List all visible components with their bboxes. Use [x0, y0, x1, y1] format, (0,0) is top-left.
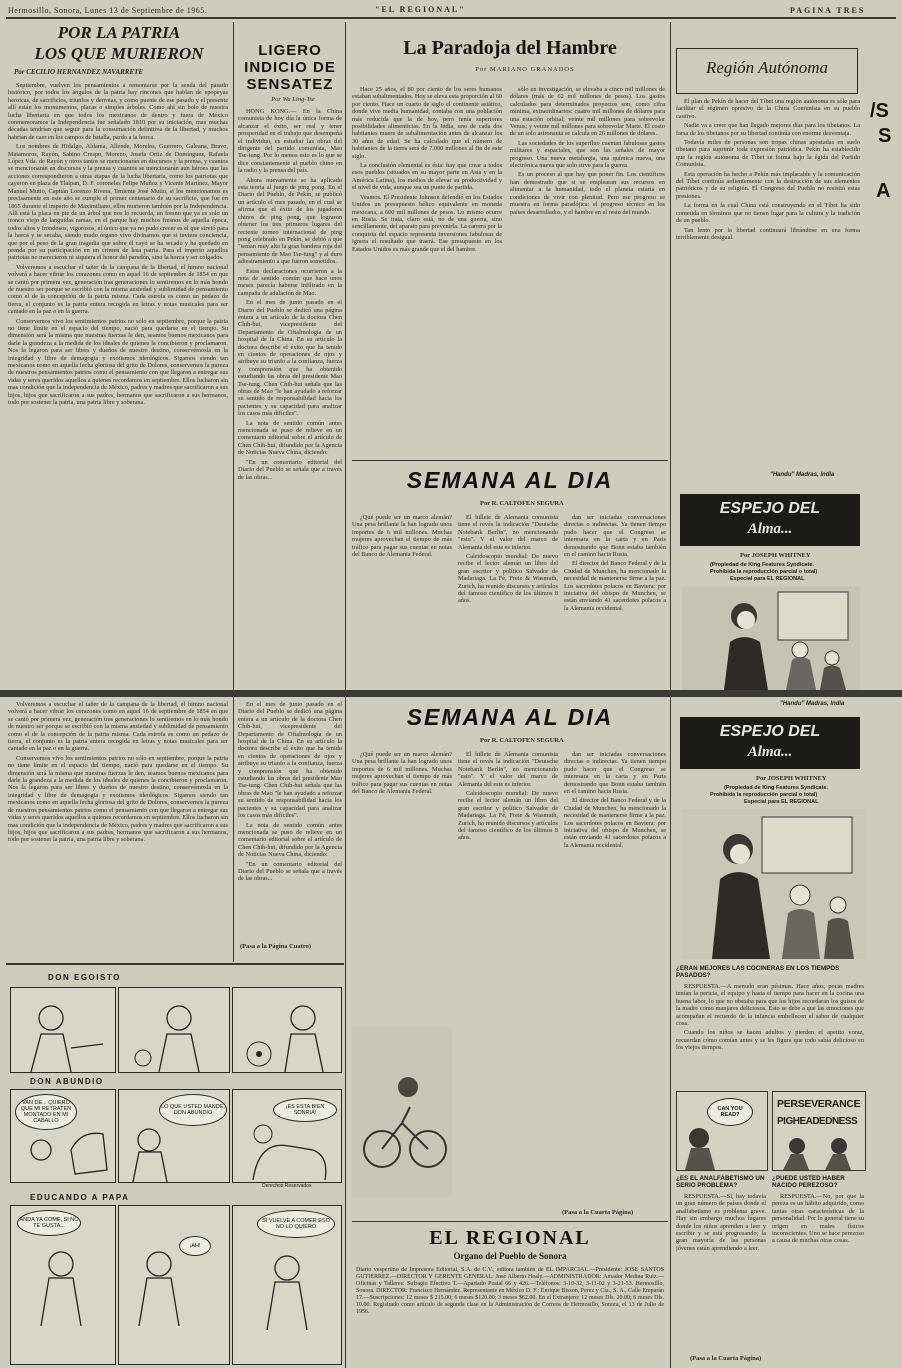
- paragraph: Esta operación ha hecho a Pekín más implacable y la comunicación del Tíbet continúa ardientemente con la destrucción de sus elementos patrióticos y de su religión. El Congreso del Pueblo no resistió estas presiones.: [676, 170, 860, 200]
- speech-bubble: LO QUE USTED MANDE, DON ABUNDIO: [159, 1094, 227, 1126]
- paragraph: ¿Qué puede ser un marco alemán? Una pesa brillante la han logrado unos importes de 6 mil millones. Muchas mujeres aprovechan el tiempo de más tráfico para pagar sus cuentas en notas del Banco de Alemania Federal.: [352, 751, 452, 796]
- paragraph: HONG KONG.— En la China comunista de hoy día la única forma de alcanzar el éxito, ser real y tener prosperidad en el trabajo que desempeña el individuo, es estudiar las obras del dirigente del partido comunista, Mao Tse-tung. Por lo menos esto es lo que se dice constantemente al pueblo chino en la radio y la prensa del país.: [238, 108, 342, 175]
- paragraph: Volveremos a escuchar el tañer de la campana de la libertad, el himno nacional volverá a hacer vibrar los corazones como en aquel 16 de septiembre de 1854 en que se cantó por primera vez, generación tras generaciones lo sentiremos en lo más hondo de nuestro ser porque se escribió con la misma ansiedad y sublimidad de pensamiento como el de la concepción de la patria misma. Cada estrofa es como un pedazo de tierra, el conjunto es la patria entera recogida en letras y notas musicales para ser cantado en la paz o en la guerra.: [8, 263, 228, 316]
- column-rule: [670, 697, 671, 1368]
- paragraph: En el mes de junio pasado en el Diario del Pueblo se dedicó una página entera a un artículo de la doctora Chen Chih-hui, vicepresidente del Departamento de Oftalmología de un hospital de la China. En su artículo la doctora describe el éxito que ha tenido en cientos de operaciones de ojos y atribuye su triunfo a la confianza, fuerza y comprensión que ha obtenido estudiando las obras del presidente Mao Tse-tung. Chen Chih-hui señala que las obras de Mao "le han ayudado a reforzar su sentido de responsabilidad hacia los pacientes y su capacidad para analizar los casos más difíciles".: [238, 299, 342, 418]
- comic-drawing: [119, 988, 229, 1072]
- continue-note: (Pasa a la Cuarta Página): [690, 1355, 762, 1362]
- section-body: [352, 751, 452, 1021]
- comic-panel: [232, 1089, 342, 1183]
- section-body: [458, 751, 558, 1201]
- espejo-byline: Por JOSEPH WHITNEY: [756, 775, 827, 782]
- image-can-you-read: [676, 1091, 768, 1171]
- paragraph: RESPUESTA.—No, por que la pereza es un hábito adquirido, como tantas otras características de la personalidad. Por lo general tiene su origen en males físicos inconscientes. Uno se hace perezoso a causa de muchas otras cosas.: [772, 1193, 864, 1245]
- comic-panel: [232, 1205, 342, 1365]
- continue-note: (Pasa a la Página Cuatro): [240, 943, 312, 950]
- paragraph: En el mes de junio pasado en el Diario del Pueblo se dedicó una página entera a un artículo de la doctora Chen Chih-hui, vicepresidente del Departamento de Oftalmología de un hospital de la China. En su artículo la doctora describe el éxito que ha tenido en cientos de operaciones de ojos y atribuye su triunfo a la confianza, fuerza y comprensión que ha obtenido estudiando las obras del presidente Mao Tse-tung. Chen Chih-hui señala que las obras de Mao "le han ayudado a reforzar su sentido de responsabilidad hacia los pacientes y su capacidad para analizar los casos más difíciles".: [238, 701, 342, 820]
- espejo-note: Prohibida la reproducción parcial o total): [710, 792, 818, 798]
- comic-drawing: [233, 1090, 341, 1182]
- paragraph: La nota de sentido común antes mencionada se puso de relieve en un comentario editorial sobre el artículo de Chen Chih-hui, difundido por la Agencia de Noticias Nueva China, diciendo:: [238, 821, 342, 859]
- paragraph: RESPUESTA.—Si, hay todavía un gran número de países donde el analfabetismo es problema grave. Hay sin embargo muchos lugares donde los niños aprenden a leer y escribir y se está progresando; la gran mayoría de las personas jóvenes están aprendiendo a leer.: [676, 1193, 766, 1252]
- comic-drawing: [233, 988, 341, 1072]
- article-byline: Por MARIANO GRANADOS: [475, 66, 575, 73]
- region-body: [676, 98, 860, 470]
- espejo-note: Especial para EL REGIONAL: [730, 576, 805, 582]
- paragraph: La nota de sentido común antes mencionada se puso de relieve en un comentario editorial sobre el artículo de Chen Chih-hui, difundido por la Agencia de Noticias Nueva China, diciendo:: [238, 419, 342, 457]
- header-paper: "EL REGIONAL": [375, 5, 466, 14]
- section-rule: [352, 460, 668, 461]
- paragraph: Volveremos a escuchar el tañer de la campana de la libertad, el himno nacional volverá a hacer vibrar los corazones como en aquel 16 de septiembre de 1854 en que se cantó por primera vez, generación tras generaciones lo sentiremos en lo más hondo de nuestro ser porque se escribió con la misma ansiedad y sublimidad de pensamiento como el de la concepción de la patria misma. Cada estrofa es como un pedazo de tierra, el conjunto es la patria entera recogida en letras y notas musicales para ser cantado en la paz o en la guerra.: [8, 701, 228, 753]
- section-body: [564, 751, 666, 1201]
- masthead-subtitle: Organo del Pueblo de Sonora: [453, 1251, 567, 1261]
- section-body: [564, 514, 666, 689]
- comic-title: DON EGOISTO: [48, 973, 121, 982]
- comic-panel: [232, 987, 342, 1073]
- image-drawing: [773, 1132, 865, 1170]
- cropped-fragment: /S: [870, 100, 889, 122]
- paragraph: Nadie va a creer que han llegado mejores días para los tibetanos. La farsa de los tibetanos por su libertad continúa con enorme desventaja.: [676, 122, 860, 137]
- title-line: INDICIO DE: [244, 59, 336, 76]
- section-byline: Por R. CALTOFEN SEGURA: [480, 500, 564, 507]
- comic-title: EDUCANDO A PAPA: [30, 1193, 130, 1202]
- image-caption: PERSEVERANCE: [777, 1098, 861, 1110]
- paragraph: El director del Banco Federal y de la Ciudad de Munchen, ha mencionado la necesidad de mantenerse firme a la paz. Los sacerdotes polacos en Baviera: por iniciativa del obispo de Munchen, se están enviando 41 sacerdotes polacos a la Alemania occidental.: [564, 797, 666, 849]
- article-body: [238, 701, 342, 941]
- paragraph: ¿Qué puede ser un marco alemán? Una pesa brillante la han logrado unos importes de 6 mil millones. Muchas mujeres aprovechan el tiempo de más tráfico para pagar sus cuentas en notas del Banco de Alemania Federal.: [352, 514, 452, 559]
- article-body: [8, 82, 228, 687]
- espejo-subtitle: Alma...: [747, 744, 793, 760]
- column-rule: [233, 22, 234, 690]
- header-rule: [6, 17, 896, 19]
- espejo-subtitle: Alma...: [747, 521, 793, 537]
- article-byline: Por Wa Ling-Tse: [271, 96, 315, 103]
- image-perseverance: [772, 1091, 866, 1171]
- answer-body: [676, 1193, 766, 1351]
- paragraph: La conclusión elemental es ésta: hay que crear a todos esos pueblos (situados en su mayor parte en Asia y en la América Latina), los medios de elevar su productividad y el nivel de vida, aunque sea un punto de partida.: [352, 162, 502, 192]
- paragraph: Conservemos vivo los sentimientos patrios no sólo en septiembre, porque la patria no tiene límite en el espacio del tiempo, nació para quedarse en el tiempo. Su dimensión será la misma que nuestras fuerzas le den, seamos buenos mexicanos para darle la grandeza a la medida de los ideales de quienes la concibieron y proclamaron. Nos la legaron para ser libres y dueños de nuestro destino, conservémosla en la integridad y libre de demagogia y exotismos ideológicos. Sigamos siendo tan mexicanos como en aquella fecha gloriosa del grito de Dolores, conservemos la pureza de nuestros pensamientos patrios como el pensamiento con que llegaron a entregar sus vidas y seres queridos aquellos a quienes recordamos en septiembre. Ellos lucharon sin mas condición que la independencia de México, padres y madres que sacrificaron a sus hijos, hijos que sacrificaron a sus padres, hermanos que sacrificaron a sus hermanos, todo por sostener la patria, una patria libre y soberana.: [8, 754, 228, 844]
- section-rule: [6, 963, 344, 965]
- comic-rights: Derechos Reservados: [262, 1183, 312, 1189]
- paragraph: dan ser iniciadas conversaciones directas o indirectas. Ya tienen tiempo pudo hacer que el Congreso se interesara en la carta y en Paris demostrando que Bonn estaba también en el camino hacia Rusia.: [564, 751, 666, 796]
- espejo-illustration: [682, 809, 866, 959]
- paragraph: Caleidoscopio mundial: De nuevo recibe el lector alemán un libro del gran escritor y político Salvador de Madariaga. La Fé, Freie & Wasmuth, Zurich, ha reunido discursos y artículos del famoso científico de los últimos 8 años.: [458, 790, 558, 842]
- espejo-title: ESPEJO DEL: [719, 500, 821, 517]
- masthead-rule: [352, 1221, 668, 1222]
- question-heading: ¿ERAN MEJORES LAS COCINERAS EN LOS TIEMPOS PASADOS?: [676, 965, 840, 980]
- article-byline: Por CECILIO HERNANDEZ NAVARRETE: [14, 68, 144, 76]
- speech-bubble: ANDA YA COME, SI NO TE GUSTA...: [17, 1210, 81, 1236]
- question-heading: ¿ES EL ANALFABETISMO UN SERIO PROBLEMA?: [676, 1175, 765, 1190]
- comic-drawing: [11, 1090, 115, 1182]
- image-drawing: [677, 1092, 767, 1170]
- espejo-note: Prohibida la reproducción parcial o total): [710, 569, 818, 575]
- paragraph: Conservemos vivo los sentimientos patrios no sólo en septiembre, porque la patria no tiene límite en el espacio del tiempo, nació para quedarse en el tiempo. Su dimensión será la misma que nuestras fuerzas le den, seamos buenos mexicanos para darle la grandeza a la medida de los ideales de quienes la concibieron y proclamaron. Nos la legaron para ser libres y dueños de nuestro destino, conservémosla en la integridad y libre de demagogia y exotismos ideológicos. Sigamos siendo tan mexicanos como en aquella fecha gloriosa del grito de Dolores, conservemos la pureza de nuestros pensamientos patrios como el pensamiento con que llegaron a entregar sus vidas y seres queridos aquellos a quienes recordamos en septiembre. Ellos lucharon sin mas condición que la independencia de México, padres y madres que sacrificaron a sus hijos, hijos que sacrificaron a sus padres, hermanos que sacrificaron a sus hermanos, todo por sostener la patria, una patria libre y soberana.: [8, 317, 228, 407]
- espejo-banner: [680, 494, 860, 546]
- section-title: SEMANA AL DIA: [406, 704, 614, 730]
- paragraph: Las sociedades de los superfluo cuentan fabulosas gastos militares y espaciales, que son las señales de mayor progreso. Una nueva metalurgia, una química nueva, una electrónica nueva que solo sirve para la guerra.: [510, 139, 665, 170]
- article-title-line2: LOS QUE MURIERON: [34, 44, 204, 63]
- cropped-fragment: S: [878, 125, 892, 147]
- cropped-fragment: A: [876, 180, 891, 202]
- espejo-title: ESPEJO DEL: [719, 723, 821, 740]
- paragraph: Cuando los niños se hacen adultos y pierden el apetito voraz, recuerdan cómo comían antes y se les figura que todo sabía delicioso en los viejos tiempos.: [676, 1029, 864, 1052]
- article-title: La Paradoja del Hambre: [403, 37, 617, 59]
- region-title: Región Autónoma: [706, 58, 828, 77]
- speech-bubble: VAN DE... QUIERO QUE MI RETRATEN MONTADO EN MI CABALLO: [15, 1094, 77, 1130]
- column-rule: [345, 22, 346, 690]
- answer-body: [676, 983, 864, 1087]
- comic-panel: [118, 1205, 230, 1365]
- comic-drawing: [119, 1206, 229, 1364]
- section-illustration: [352, 1027, 452, 1197]
- newspaper-page-bottom: [0, 697, 902, 1368]
- paragraph: Tan lento por la libertad continuará librándose en una forma terriblemente desigual.: [676, 226, 860, 241]
- comic-panel: [10, 987, 116, 1073]
- masthead-title: EL REGIONAL: [429, 1227, 591, 1249]
- section-byline: Por R. CALTOFEN SEGURA: [480, 737, 564, 744]
- paragraph: El plan de Pekín de hacer del Tíbet una región autónoma es sólo para facilitar el régimen opresivo de la China Comunista en su pueblo cautivo.: [676, 98, 860, 120]
- masthead-text: Diario vespertino de Impresora Editorial, S.A. de C.V., editora también de EL IMPARCIAL.—Presidente: JOSE SANTOS GUTIERREZ.—DIRECTOR Y GERENTE GENERAL: José Alberto Healy.—ADMINISTRADOR: Amador Medina Ruiz.—Oficinas y Talleres: Sufragio Efectivo T.—Apartado Postal 66 y 426.—Teléfonos: 3-10-32, 3-11-02 y 3-21-53. Hermosillo, Sonora. DIRECTOR: Francisco Hernández. Representante en México D. F.: Enrique Bisson, Perez y Cía., S. A., Calle Emparán 17.—Suscripciones: 12 meses $ 215.00; 6 meses $120.00; 3 meses $62.00. En el Extranjero: 12 meses Dls. 20.00; 6 meses Dls. 10.00. Registrado como artículo de segunda clase en la Administración de Correos de Hermosillo, Sonora, el 13 de Julio de 1956.: [356, 1267, 664, 1315]
- region-credit: "Handu" Madras, India: [770, 472, 835, 478]
- column-rule: [233, 697, 234, 962]
- column-rule: [345, 697, 346, 1368]
- paragraph: RESPUESTA.—A menudo eran pésimas. Hace años, pocas madres tenían la pericia, el equipo y hasta el tiempo para hacer en la cocina una buena labor, lo que no obstaba para que los hijos recordaran los guisos de la madre como manjares deliciosos. Esto se debe a que las emociones que acompañan el recuerdo de la infancia embellecen el sabor de cualquier cosa.: [676, 983, 864, 1028]
- question-heading: ¿PUEDE USTED HABER NACIDO PEREZOSO?: [772, 1175, 845, 1190]
- speech-bubble: SI VUELVE A COMER ESO NO LO QUIERO: [257, 1210, 335, 1238]
- article-body: [352, 86, 502, 456]
- section-body: [458, 514, 558, 689]
- comic-title: DON ABUNDIO: [30, 1077, 104, 1086]
- paragraph: Ahora nuevamente se ha aplicado esta teoría al juego de ping pong. En el Diario del Pueblo, de Pekín, se publicó un artículo el mes pasado, en el cual se afirma que el éxito de los jugadores chinos de ping pong, que lograron obtener los tres primeros lugares del reciente torneo internacional de ping pong celebrado en Pekín, se debió a que "tenían muy alto la gran bandera roja del pensamiento de Mao Tse-tung" y al duro adiestramiento a que fueron sometidos.: [238, 176, 342, 266]
- paragraph: Todavía miles de personas son tropas chinas apostadas en suelo tibetano para suprimir toda expresión patriótica. Pekín ha establecido que la región autónoma de Tíbet se forma bajo la égida del Partido Comunista.: [676, 139, 860, 169]
- section-title: SEMANA AL DIA: [406, 467, 614, 493]
- speech-bubble: CAN YOU READ?: [707, 1098, 753, 1126]
- header-dateline: Hermosillo, Sonora, Lunes 13 de Septiembre de 1965.: [8, 6, 208, 15]
- image-caption: PIGHEADEDNESS: [777, 1116, 858, 1127]
- paragraph: "En un comentario editorial del Diario del Pueblo se señala que a través de las obras...: [238, 860, 342, 883]
- espejo-note: (Propiedad de King Features Syndicate.: [710, 562, 814, 568]
- section-body: [352, 514, 452, 689]
- comic-drawing: [233, 1206, 341, 1364]
- paragraph: dan ser iniciadas conversaciones directas o indirectas. Ya tienen tiempo pudo hacer que el Congreso se interesara en la carta y en Paris demostrando que Bonn estaba también en el camino hacia Rusia.: [564, 514, 666, 559]
- espejo-byline: Por JOSEPH WHITNEY: [740, 552, 811, 559]
- column-rule: [670, 22, 671, 690]
- comic-panel: [118, 987, 230, 1073]
- paragraph: Es un proceso al que hay que poner fin. Los científicos han demostrado que si se emplearan sus recursos en alimentar a la humanidad, todo el planeta estaría en condiciones de vivir con plenitud. Pero ese progreso se muestra en forma paradójica: el progreso técnico en los países desarrollados, y el hambre en el resto del mundo.: [510, 171, 665, 216]
- espejo-illustration: [682, 586, 860, 690]
- paragraph: Veamos. El Presidente Johnson defendió en los Estados Unidos un presupuesto bélico equivalente en moneda mexicana, a 600 mil millones de pesos. Lo mismo ocurre en Rusia. Se trata, claro está, no de una guerra, sino sencillamente, del aparato para prevenirla. La carrera por la conquista del espacio representa inversiones fabulosas de ignora el resultado que traerá. Ese presupuesto en los Estados Unidos es más grande que el del hambre.: [352, 193, 502, 253]
- article-body-continued: [510, 86, 665, 456]
- espejo-note: Especial para EL REGIONAL: [744, 799, 819, 805]
- paragraph: El billete de Alemania comunista tiene el revés la indicación "Deutsche Notebank Berlin", no mencionando "esto". Y el valor del marco de Alemania del este es inferior.: [458, 514, 558, 551]
- espejo-note: (Propiedad de King Features Syndicate.: [724, 785, 828, 791]
- espejo-banner: [680, 717, 860, 769]
- title-line: LIGERO: [258, 42, 322, 59]
- comic-drawing: [119, 1090, 229, 1182]
- paragraph: El director del Banco Federal y de la Ciudad de Munchen, ha mencionado la necesidad de mantenerse firme a la paz. Los sacerdotes polacos en Baviera: por iniciativa del obispo de Munchen, se están enviando 41 sacerdotes polacos a la Alemania occidental.: [564, 560, 666, 612]
- header-page: PAGINA TRES: [790, 6, 866, 15]
- paragraph: Estas declaraciones ocurrieron a la nota de sentido común que hace unos meses parecía haberse infiltrado en la campaña de adulación de Mao.: [238, 267, 342, 297]
- comic-panel: [10, 1089, 116, 1183]
- article-title-line1: POR LA PATRIA: [57, 23, 181, 42]
- speech-bubble: ¡ES ESTA BIEN SONRIA!: [273, 1098, 337, 1122]
- paragraph: Hace 25 años, el 80 por ciento de los seres humanos estaban subalimentados. Hoy se eleva esta proporción al 60 por ciento. Hace un cuarto de siglo el continente asiático, donde vive media humanidad, contaba con una población más reducida que la de hoy, pero tenía superiores posibilidades alimenticias. En la India, uno de cada dos habitantes muere de subalimentación antes de alcanzar los 30 años de edad. Se ha calculado que el número de habitantes de la tierra será de 7.000 millones al fin de este siglo.: [352, 86, 502, 160]
- paragraph: La forma en la cual China está construyendo en el Tíbet ha sido cometida en términos que no tienen lugar para la cultura y la tradición de un pueblo.: [676, 202, 860, 225]
- article-title: [238, 42, 342, 93]
- article-body: [238, 108, 342, 688]
- continue-note: (Pasa a la Cuarta Página): [562, 1209, 634, 1216]
- answer-body: [772, 1193, 864, 1351]
- comic-panel: [10, 1205, 116, 1365]
- paragraph: El billete de Alemania comunista tiene el revés la indicación "Deutsche Notebank Berlin", no mencionando "esto". Y el valor del marco de Alemania del este es inferior.: [458, 751, 558, 788]
- comic-panel: [118, 1089, 230, 1183]
- region-credit: "Handu" Madras, India: [780, 701, 845, 707]
- comic-drawing: [11, 988, 115, 1072]
- paragraph: Caleidoscopio mundial: De nuevo recibe el lector alemán un libro del gran escritor y político Salvador de Madariaga. La Fé, Freie & Wasmuth, Zurich, ha reunido discursos y artículos del famoso científico de los últimos 8 años.: [458, 553, 558, 605]
- comic-drawing: [11, 1206, 115, 1364]
- paragraph: Los nombres de Hidalgo, Aldama, Allende, Morelos, Guerrero, Galeana, Bravo, Matamoros, Rayón, Sabino Crespo, Moreno, Josefa Ortiz de Domínguez, Rafaela López Vda. de Rayón y otros tantos se mencionarán en discursos y la prensa, y cuantos se mencionarán en discursos y la prensa y cuantos se mencionarán aun héroes que las acciones correspondieron a otras etapas de la lucha libertaria, como los patriotas que cayeron en plaza de Tlalpan, D. F. coroneles Felipe Muñoz y Vicente Martínez, Mayor Manuel Mutio, Capitán Lorenzo Rivera, Teniente José Mutio, si los mencionamos es precisamente en este año se cumple el primer centenario de su sacrificio, que fue en 1865 durante el imperio de Maximiliano, ellos murieron también por la Independencia. Allí está la placa en pie de un árbol que nos lo recuerda, un fresno que ya es solo un tronco viejo de languidas ramas, en el parque hay muchos fresnos de aquella época, todos altos y frondosos, vigorosos, el único que ya no pudo crecer es el que sirvió para la horca y se secaba, siendo mudo órgano vivo divinamos que si tuviera conciencia, que por el peso de la gran tragedia que sobre él cayó se ha secado y ha quedado en prenda por su participación en un crimen de lesa patria. Para el imperio aquellos patriotas no merecieron ni siquiera el honor del paredón, sino la horca y ser colgados.: [8, 143, 228, 262]
- speech-bubble: ¡AH!: [179, 1236, 211, 1256]
- paragraph: sólo en investigación, se elevaba a cinco mil millones de dólares (más de 62 mil millones de pesos). Los gastos calculados para determinados proyectos son, como cifra mínima, extraordinarios: cuatro mil millones de dólares para una estación orbital; veinte mil millones para sobrevolar Venus; y veinte mil millones para sobrevolar Marte. El costo de un solo astronauta se calcula en 26 millones de dólares.: [510, 86, 665, 138]
- article-body: [8, 701, 228, 956]
- paragraph: "En un comentario editorial del Diario del Pueblo se señala que a través de las obras...: [238, 458, 342, 481]
- paragraph: Septiembre, vuelven los pensamientos a remontarse por la senda del pasado histórico, por todos los ángulos de la patria hay rincones que hablan de epopeyas heroicas, de sacrificios, triunfos y derrotas, y como puente de ese pasado y el presente allí están los monumentos, placas o simples árboles. Como ahí sin bolo de nuestra lucha libertaria en que todos los mexicanos de dentro y fuera de México conmemoramos la Independencia fue señalado 1810 por su iniciación, mas muchas décadas tendrían que seguir para la consumación definitiva de la libertad, y muchos habrían de caer en los campos de batalla, pardo a la horca.: [8, 82, 228, 141]
- title-line: SENSATEZ: [246, 76, 334, 93]
